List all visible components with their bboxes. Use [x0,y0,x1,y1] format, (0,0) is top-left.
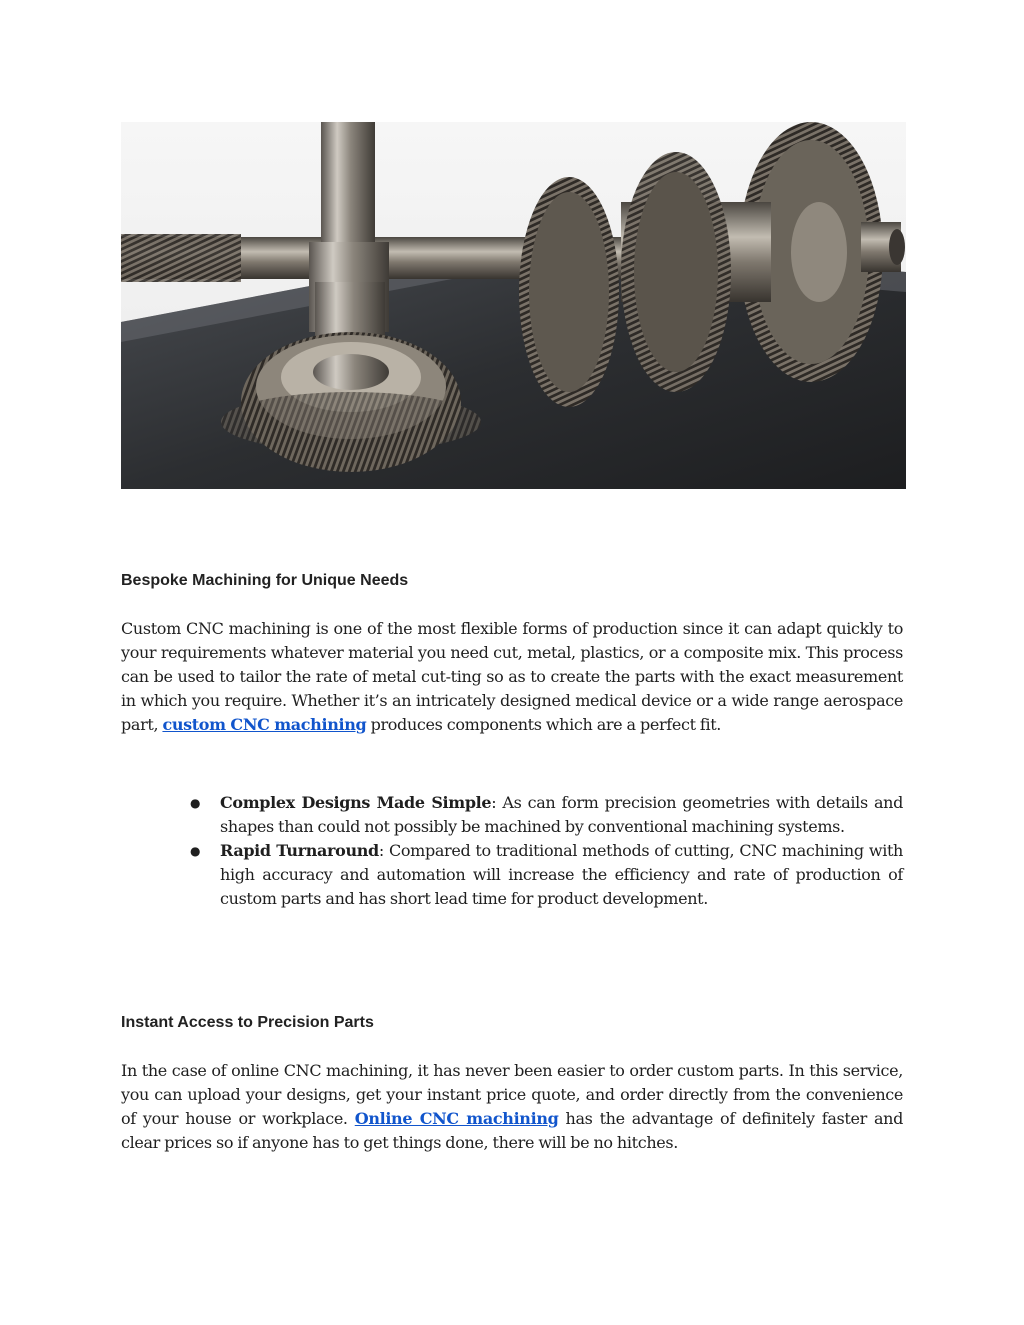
bullet-text: : As can form precision geometries with details and shapes than could not possibly be machined by conventional machining systems. [220,793,903,836]
bespoke-paragraph [121,617,903,737]
benefits-list [186,791,903,911]
gears-photo [121,122,906,489]
bespoke-paragraph-text-end: produces components which are a perfect fit. [366,715,722,734]
section-heading-bespoke: Bespoke Machining for Unique Needs [121,572,409,589]
bullet-text: : Compared to traditional methods of cutting, CNC machining with high accuracy and automation will increase the efficiency and rate of production of custom parts and has short lead time for product development. [220,841,903,908]
bullet-title: Rapid Turnaround [220,841,379,860]
list-item [186,839,903,911]
online-cnc-machining-link[interactable]: Online CNC machining [354,1109,559,1128]
bullet-icon: ● [190,844,201,858]
list-item [186,791,903,839]
instant-access-paragraph [121,1059,903,1155]
bullet-title: Complex Designs Made Simple [220,793,492,812]
instant-access-paragraph-text: In the case of online CNC machining, it has never been easier to order custom parts. In this service, you can upload your designs, get your instant price quote, and order directly from the convenience of your house or workplace. [121,1061,903,1128]
instant-access-paragraph-text-end: has the advantage of definitely faster and clear prices so if anyone has to get things done, there will be no hitches. [121,1109,903,1152]
custom-cnc-machining-link[interactable]: custom CNC machining [162,715,367,734]
bespoke-paragraph-text: Custom CNC machining is one of the most flexible forms of production since it can adapt quickly to your requirements whatever material you need cut, metal, plastics, or a composite mix. This process can be used to tailor the rate of metal cut-ting so as to create the parts with the exact measurement in which you require. Whether it’s an intricately designed medical device or a wide range aerospace part, [121,619,903,734]
section-heading-instant-access: Instant Access to Precision Parts [121,1014,374,1031]
bullet-icon: ● [190,796,201,810]
gears-illustration [121,122,906,489]
